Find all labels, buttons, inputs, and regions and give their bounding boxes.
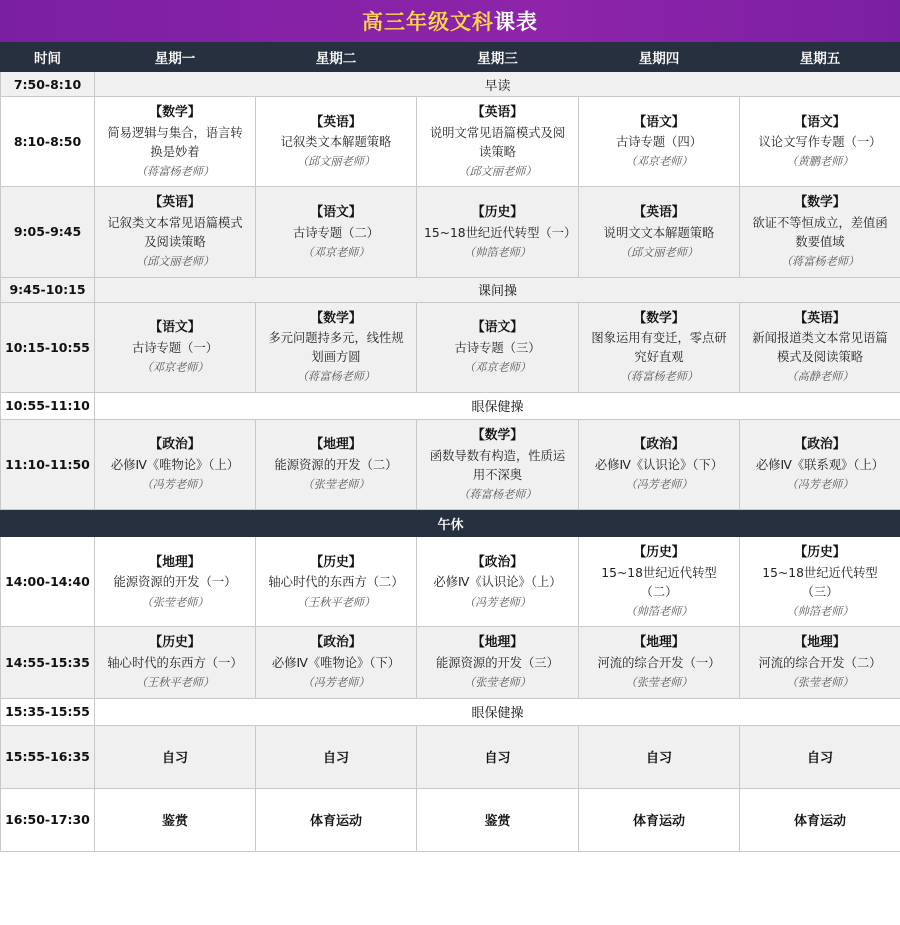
lesson-cell <box>256 419 417 509</box>
lesson-cell <box>95 302 256 392</box>
lesson-topic: 古诗专题（四） <box>615 135 703 150</box>
lesson-cell <box>95 187 256 277</box>
lesson-teacher: （冯芳老师） <box>141 478 209 492</box>
time-slot: 7:50-8:10 <box>1 72 95 97</box>
lesson-cell <box>95 537 256 627</box>
lesson-cell <box>95 419 256 509</box>
lesson-cell <box>417 302 579 392</box>
lesson-teacher: （帅箔老师） <box>463 245 532 259</box>
activity-cell: 自习 <box>579 725 740 788</box>
lesson-subject: 【语文】 <box>310 204 362 220</box>
time-slot: 15:35-15:55 <box>1 698 95 725</box>
page-title <box>362 6 538 36</box>
column-header-tuesday: 星期二 <box>256 43 417 72</box>
time-slot: 8:10-8:50 <box>1 97 95 187</box>
lesson-topic: 欲证不等恒成立，差值函数要值域 <box>752 216 888 250</box>
lesson-teacher: （邓京老师） <box>625 155 693 169</box>
lesson-cell <box>417 419 579 509</box>
lesson-subject: 【历史】 <box>633 545 685 561</box>
table-body <box>1 72 900 852</box>
lesson-subject: 【地理】 <box>794 635 846 651</box>
activity-cell: 自习 <box>417 725 579 788</box>
lesson-cell <box>417 537 579 627</box>
lesson-subject: 【数学】 <box>310 310 362 326</box>
lesson-teacher: （张莹老师） <box>625 676 693 690</box>
column-header-time: 时间 <box>1 43 95 72</box>
lesson-cell <box>579 302 740 392</box>
table-row <box>1 537 900 627</box>
table-row <box>1 392 900 419</box>
lesson-subject: 【历史】 <box>794 545 846 561</box>
lesson-cell <box>417 97 579 187</box>
lesson-subject: 【政治】 <box>794 437 846 453</box>
activity-cell: 体育运动 <box>256 788 417 851</box>
time-slot: 10:15-10:55 <box>1 302 95 392</box>
lesson-teacher: （蒋富杨老师） <box>780 255 860 269</box>
activity-cell: 自习 <box>95 725 256 788</box>
lesson-cell <box>95 627 256 698</box>
lesson-subject: 【历史】 <box>471 204 524 220</box>
table-row <box>1 698 900 725</box>
lesson-teacher: （高静老师） <box>786 370 854 384</box>
lesson-topic: 新闻报道类文本常见语篇模式及阅读策略 <box>752 331 888 365</box>
lesson-cell <box>740 302 900 392</box>
lesson-subject: 【地理】 <box>471 635 524 651</box>
lesson-topic: 记叙类文本常见语篇模式及阅读策略 <box>107 216 243 250</box>
lesson-topic: 15~18世纪近代转型（二） <box>601 565 717 599</box>
table-row <box>1 97 900 187</box>
lesson-subject: 【政治】 <box>471 554 524 570</box>
lesson-subject: 【语文】 <box>149 320 201 336</box>
table-row <box>1 627 900 698</box>
table-row <box>1 302 900 392</box>
lesson-teacher: （蒋富杨老师） <box>135 164 215 178</box>
lesson-teacher: （邱文丽老师） <box>135 255 215 269</box>
time-slot: 15:55-16:35 <box>1 725 95 788</box>
lesson-topic: 记叙类文本解题策略 <box>280 135 392 150</box>
lesson-topic: 必修Ⅳ《认识论》（下） <box>594 458 724 473</box>
lesson-topic: 必修Ⅳ《联系观》（上） <box>755 458 885 473</box>
lesson-teacher: （张莹老师） <box>302 478 370 492</box>
lesson-teacher: （张莹老师） <box>141 595 209 609</box>
lesson-teacher: （蒋富杨老师） <box>296 370 376 384</box>
lesson-teacher: （邓京老师） <box>302 245 370 259</box>
activity-cell: 体育运动 <box>740 788 900 851</box>
lesson-topic: 能源资源的开发（三） <box>436 656 559 671</box>
table-row <box>1 510 900 537</box>
lesson-teacher: （邱文丽老师） <box>619 245 699 259</box>
lesson-subject: 【语文】 <box>794 114 846 130</box>
break-banner: 早读 <box>95 72 900 97</box>
activity-cell: 鉴赏 <box>417 788 579 851</box>
lesson-topic: 函数导数有构造，性质运用不深奥 <box>429 448 566 482</box>
lesson-topic: 能源资源的开发（一） <box>113 575 237 590</box>
lesson-subject: 【政治】 <box>633 437 685 453</box>
lesson-cell <box>740 97 900 187</box>
lesson-topic: 河流的综合开发（二） <box>758 656 882 671</box>
lesson-teacher: （王秋平老师） <box>296 595 376 609</box>
activity-cell: 鉴赏 <box>95 788 256 851</box>
lesson-topic: 轴心时代的东西方（二） <box>268 575 404 590</box>
table-row <box>1 72 900 97</box>
lesson-teacher: （帅箔老师） <box>786 605 854 619</box>
time-slot: 10:55-11:10 <box>1 392 95 419</box>
lesson-teacher: （张莹老师） <box>786 676 854 690</box>
lesson-topic: 必修Ⅳ《唯物论》（上） <box>110 458 240 473</box>
table-row <box>1 725 900 788</box>
lesson-cell <box>579 187 740 277</box>
table-row <box>1 187 900 277</box>
lesson-teacher: （帅箔老师） <box>625 605 693 619</box>
lesson-cell <box>256 302 417 392</box>
lesson-topic: 古诗专题（二） <box>292 225 380 240</box>
table-row <box>1 788 900 851</box>
lesson-subject: 【地理】 <box>149 554 201 570</box>
lesson-teacher: （邓京老师） <box>141 360 209 374</box>
lesson-subject: 【地理】 <box>310 437 362 453</box>
lesson-topic: 议论文写作专题（一） <box>758 135 882 150</box>
lesson-teacher: （张莹老师） <box>463 676 532 690</box>
lesson-cell <box>256 97 417 187</box>
lesson-subject: 【语文】 <box>633 114 685 130</box>
activity-cell: 自习 <box>740 725 900 788</box>
page-title-highlight: 高三年级文科 <box>362 10 494 34</box>
lesson-subject: 【数学】 <box>149 105 201 120</box>
time-slot: 16:50-17:30 <box>1 788 95 851</box>
lesson-topic: 古诗专题（一） <box>131 340 219 355</box>
lesson-subject: 【语文】 <box>471 320 524 336</box>
break-banner: 课间操 <box>95 277 900 302</box>
lesson-topic: 轴心时代的东西方（一） <box>107 656 243 671</box>
time-slot: 9:45-10:15 <box>1 277 95 302</box>
lesson-topic: 河流的综合开发（一） <box>597 656 721 671</box>
lesson-topic: 说明文常见语篇模式及阅读策略 <box>429 125 566 159</box>
lesson-topic: 15~18世纪近代转型（三） <box>762 565 878 599</box>
lesson-teacher: （冯芳老师） <box>625 478 693 492</box>
lesson-cell <box>740 187 900 277</box>
column-header-wednesday: 星期三 <box>417 43 579 72</box>
lesson-teacher: （冯芳老师） <box>463 595 532 609</box>
lesson-cell <box>95 97 256 187</box>
lesson-teacher: （王秋平老师） <box>135 676 215 690</box>
lesson-cell <box>417 627 579 698</box>
lesson-topic: 必修Ⅳ《唯物论》（下） <box>271 656 401 671</box>
lesson-topic: 图象运用有变迁，零点研究好直观 <box>591 331 727 365</box>
schedule-table <box>0 42 900 852</box>
lesson-subject: 【英语】 <box>149 195 201 211</box>
lesson-teacher: （邓京老师） <box>463 360 532 374</box>
lesson-topic: 必修Ⅳ《认识论》（上） <box>433 575 562 590</box>
lesson-teacher: （冯芳老师） <box>302 676 370 690</box>
lesson-cell <box>579 627 740 698</box>
lesson-topic: 简易逻辑与集合，语言转换是妙着 <box>107 125 243 159</box>
lesson-subject: 【数学】 <box>633 310 685 326</box>
lesson-subject: 【政治】 <box>149 437 201 453</box>
column-header-thursday: 星期四 <box>579 43 740 72</box>
break-banner: 午休 <box>1 510 900 537</box>
table-row <box>1 277 900 302</box>
lesson-subject: 【历史】 <box>149 635 201 651</box>
lesson-subject: 【数学】 <box>471 427 524 443</box>
lesson-cell <box>579 419 740 509</box>
table-row <box>1 419 900 509</box>
lesson-cell <box>740 537 900 627</box>
time-slot: 14:55-15:35 <box>1 627 95 698</box>
lesson-teacher: （冯芳老师） <box>786 478 854 492</box>
lesson-subject: 【英语】 <box>633 204 685 220</box>
time-slot: 9:05-9:45 <box>1 187 95 277</box>
table-header-row <box>1 43 900 72</box>
lesson-cell <box>256 627 417 698</box>
column-header-friday: 星期五 <box>740 43 900 72</box>
activity-cell: 自习 <box>256 725 417 788</box>
lesson-topic: 古诗专题（三） <box>454 340 541 355</box>
lesson-cell <box>579 97 740 187</box>
lesson-topic: 说明文文本解题策略 <box>603 225 715 240</box>
lesson-cell <box>579 537 740 627</box>
lesson-topic: 多元问题持多元，线性规划画方圆 <box>268 331 404 365</box>
lesson-subject: 【英语】 <box>794 310 846 326</box>
lesson-subject: 【英语】 <box>471 105 524 120</box>
lesson-cell <box>256 187 417 277</box>
break-banner: 眼保健操 <box>95 392 900 419</box>
time-slot: 14:00-14:40 <box>1 537 95 627</box>
page-title-rest: 课表 <box>494 10 538 34</box>
lesson-cell <box>256 537 417 627</box>
lesson-teacher: （黄鹏老师） <box>786 155 854 169</box>
lesson-topic: 15~18世纪近代转型（一） <box>424 225 577 240</box>
lesson-teacher: （蒋富杨老师） <box>619 370 699 384</box>
lesson-topic: 能源资源的开发（二） <box>274 458 398 473</box>
lesson-subject: 【数学】 <box>794 195 846 211</box>
activity-cell: 体育运动 <box>579 788 740 851</box>
lesson-subject: 【地理】 <box>633 635 685 651</box>
lesson-subject: 【历史】 <box>310 554 362 570</box>
lesson-cell <box>740 627 900 698</box>
lesson-subject: 【英语】 <box>310 114 362 130</box>
break-banner: 眼保健操 <box>95 698 900 725</box>
lesson-teacher: （邱文丽老师） <box>458 164 537 178</box>
lesson-teacher: （邱文丽老师） <box>296 155 376 169</box>
time-slot: 11:10-11:50 <box>1 419 95 509</box>
page-title-bar <box>0 0 900 42</box>
lesson-cell <box>740 419 900 509</box>
lesson-teacher: （蒋富杨老师） <box>458 487 537 501</box>
column-header-monday: 星期一 <box>95 43 256 72</box>
lesson-subject: 【政治】 <box>310 635 362 651</box>
lesson-cell <box>417 187 579 277</box>
